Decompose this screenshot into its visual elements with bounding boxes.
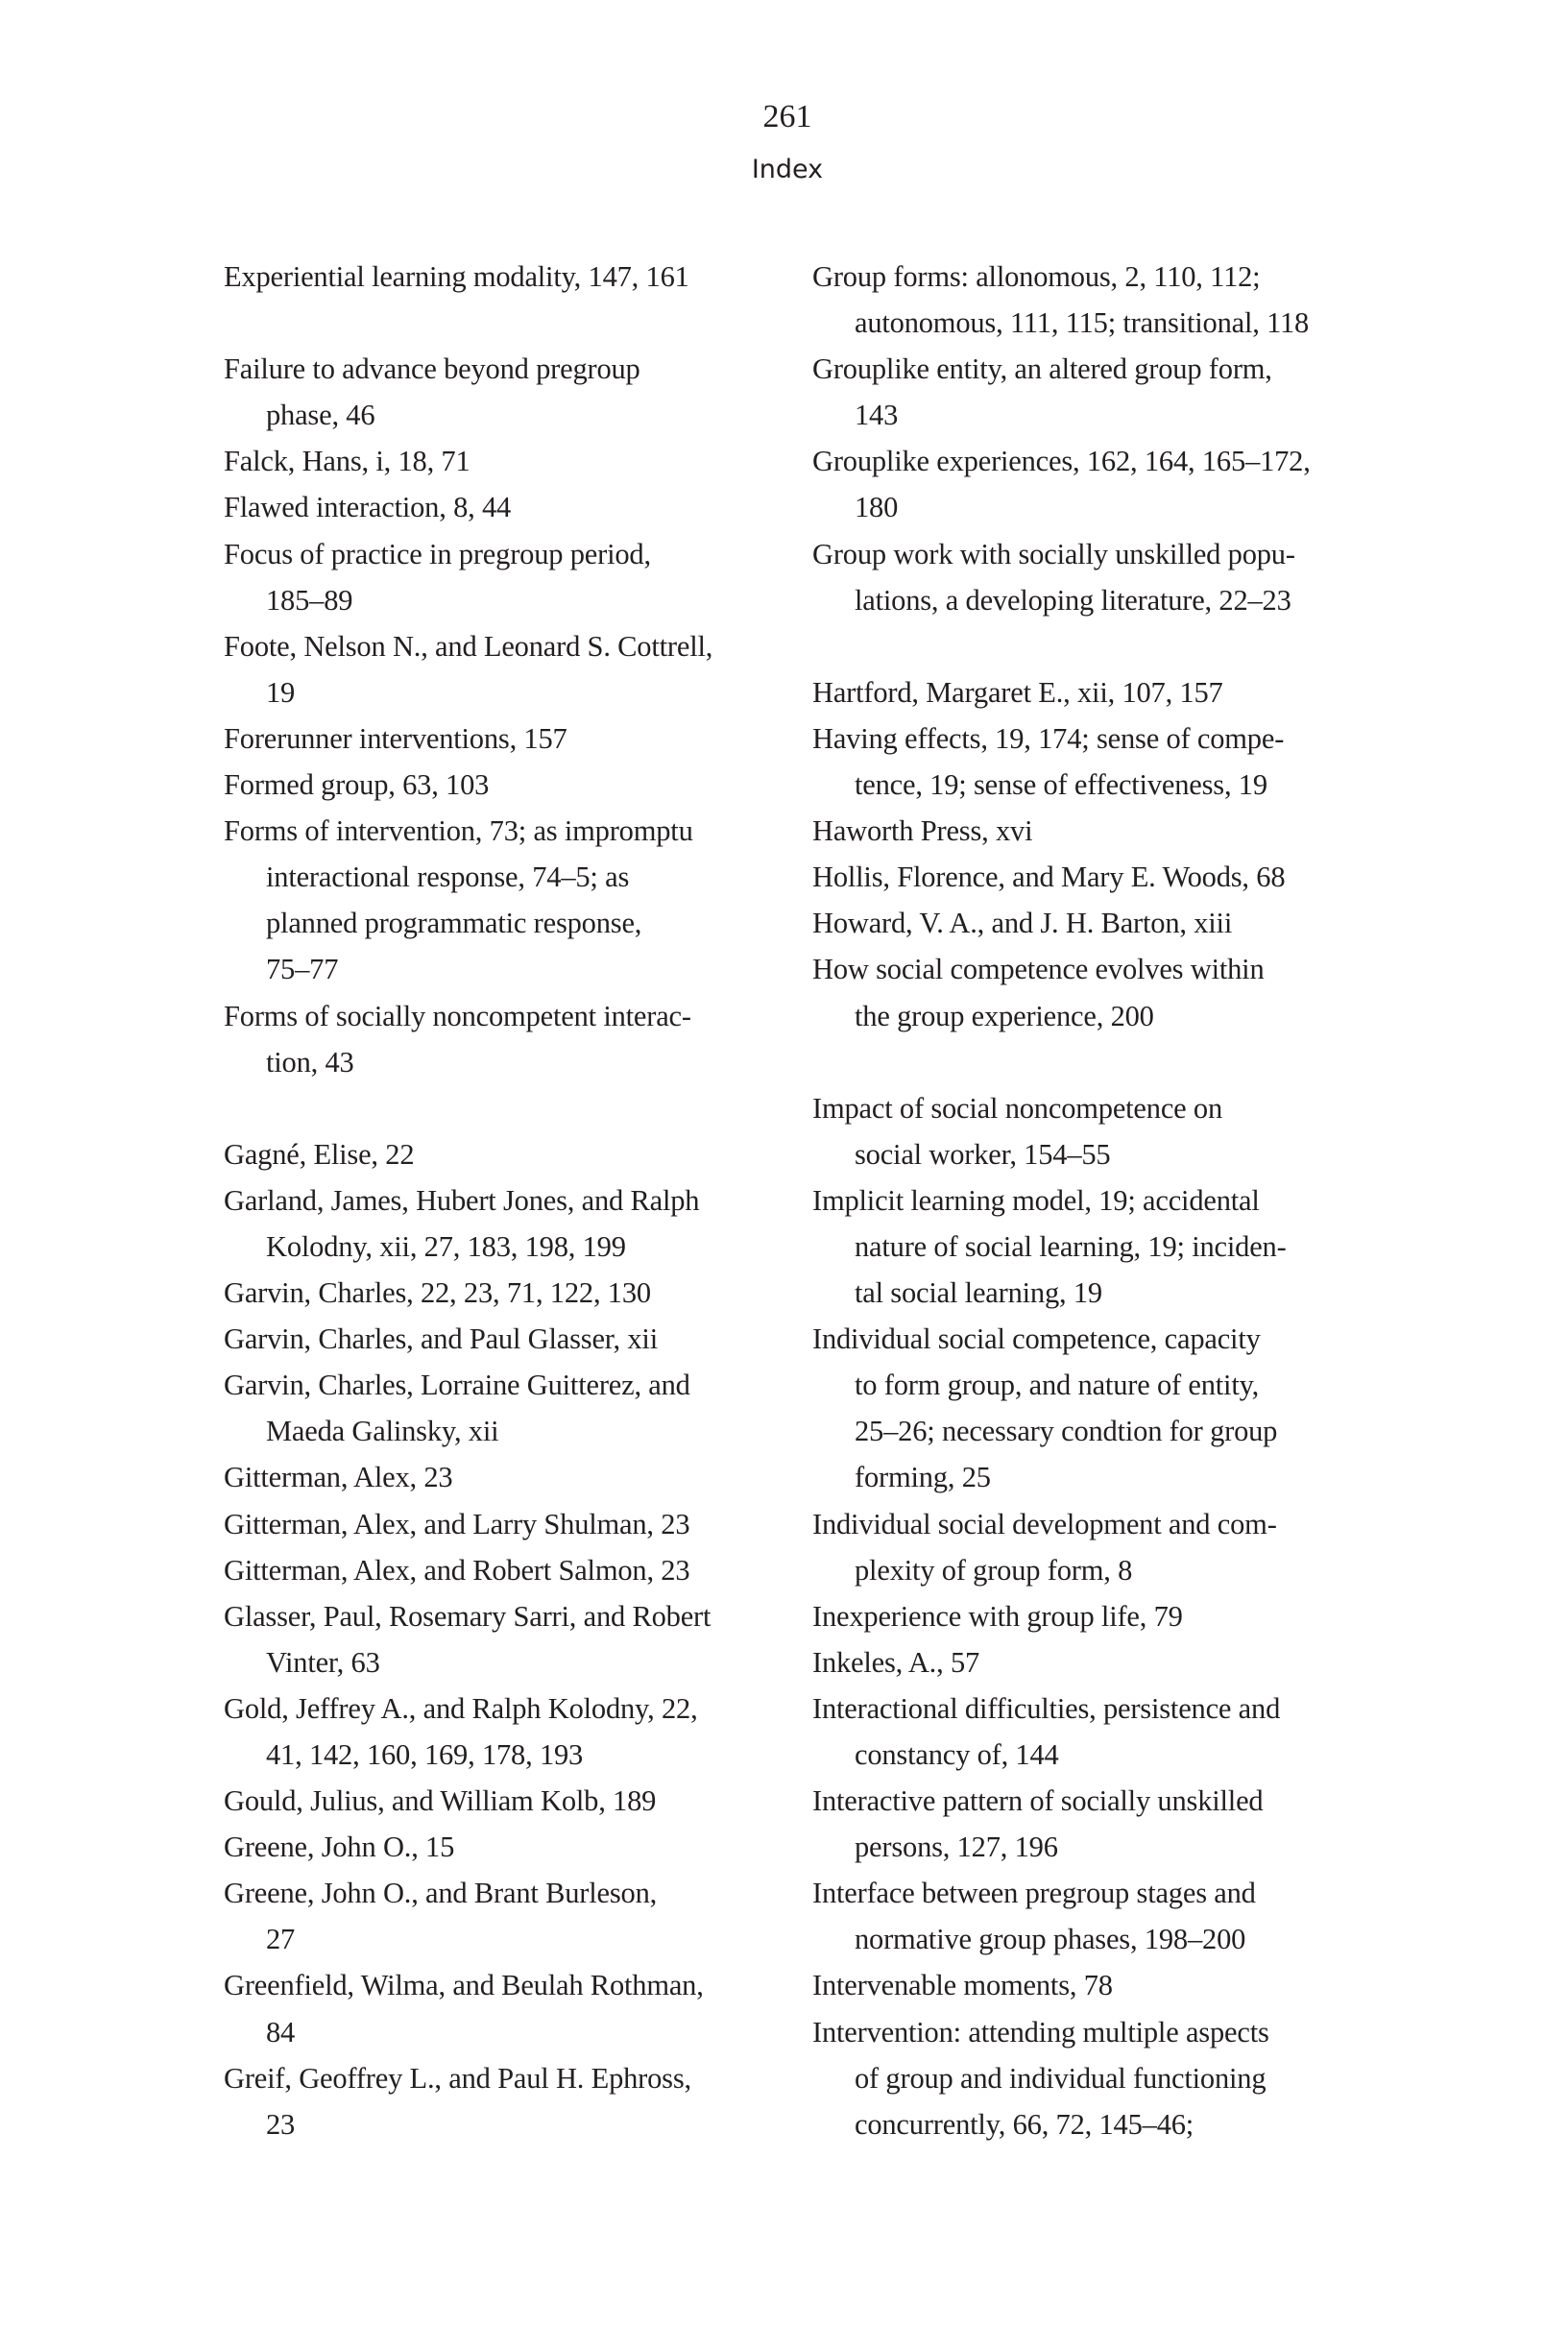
index-entry-continuation: 185–89 xyxy=(266,583,353,617)
index-entry: Group forms: allonomous, 2, 110, 112; xyxy=(812,260,1261,293)
index-entry: Group work with socially unskilled popu- xyxy=(812,537,1295,570)
index-entry-continuation: phase, 46 xyxy=(266,399,375,432)
index-entry-continuation: interactional response, 74–5; as xyxy=(266,861,630,894)
section-gap xyxy=(224,302,761,348)
index-entry: Forms of intervention, 73; as impromptu xyxy=(224,814,693,848)
index-entry: Inexperience with group life, 79 xyxy=(812,1599,1183,1633)
index-entry: Foote, Nelson N., and Leonard S. Cottrell, xyxy=(224,629,713,663)
index-entry: Greif, Geoffrey L., and Paul H. Ephross, xyxy=(224,2061,691,2095)
index-entry: Flawed interaction, 8, 44 xyxy=(224,491,512,524)
index-entry: Hollis, Florence, and Mary E. Woods, 68 xyxy=(812,861,1286,894)
index-entry: Individual social development and com- xyxy=(812,1507,1277,1540)
index-entry: Gold, Jeffrey A., and Ralph Kolodny, 22, xyxy=(224,1691,698,1725)
index-entry-continuation: 27 xyxy=(266,1923,296,1956)
index-entry-continuation: nature of social learning, 19; inciden- xyxy=(855,1229,1287,1263)
index-entry-continuation: 23 xyxy=(266,2107,296,2141)
section-gap xyxy=(812,625,1350,671)
index-entry-continuation: persons, 127, 196 xyxy=(855,1831,1058,1864)
section-gap xyxy=(812,1041,1350,1087)
index-entry: Garvin, Charles, Lorraine Guitterez, and xyxy=(224,1369,690,1402)
index-entry: Gitterman, Alex, and Robert Salmon, 23 xyxy=(224,1553,690,1587)
index-entry: Greene, John O., 15 xyxy=(224,1831,455,1864)
index-entry-continuation: 75–77 xyxy=(266,953,339,986)
index-entry: Forerunner interventions, 157 xyxy=(224,721,567,755)
index-entry: Interactive pattern of socially unskilled xyxy=(812,1784,1264,1818)
page-number: 261 xyxy=(762,99,812,134)
index-entry-continuation: the group experience, 200 xyxy=(855,999,1154,1032)
index-entry: Greenfield, Wilma, and Beulah Rothman, xyxy=(224,1969,704,2002)
index-entry: Garvin, Charles, and Paul Glasser, xii xyxy=(224,1322,658,1356)
index-column-left xyxy=(224,255,761,2149)
index-entry: Greene, John O., and Brant Burleson, xyxy=(224,1877,658,1910)
index-entry-continuation: 84 xyxy=(266,2015,296,2049)
index-entry-continuation: autonomous, 111, 115; transitional, 118 xyxy=(855,306,1310,340)
index-entry-continuation: planned programmatic response, xyxy=(266,907,642,940)
index-entry-continuation: tion, 43 xyxy=(266,1045,354,1079)
index-entry: Intervention: attending multiple aspects xyxy=(812,2015,1269,2049)
index-entry-continuation: to form group, and nature of entity, xyxy=(855,1369,1260,1402)
index-column-right xyxy=(812,255,1350,2149)
index-entry: Gitterman, Alex, and Larry Shulman, 23 xyxy=(224,1507,690,1540)
running-head: Index xyxy=(751,155,824,184)
index-entry: Gould, Julius, and William Kolb, 189 xyxy=(224,1784,657,1818)
index-entry-continuation: plexity of group form, 8 xyxy=(855,1553,1133,1587)
index-entry: Impact of social noncompetence on xyxy=(812,1091,1223,1125)
index-entry: Forms of socially noncompetent interac- xyxy=(224,999,691,1032)
index-entry: Intervenable moments, 78 xyxy=(812,1969,1113,2002)
index-entry-continuation: Vinter, 63 xyxy=(266,1645,380,1679)
index-entry: Garvin, Charles, 22, 23, 71, 122, 130 xyxy=(224,1276,651,1310)
index-entry: Interface between pregroup stages and xyxy=(812,1877,1256,1910)
index-entry: Falck, Hans, i, 18, 71 xyxy=(224,445,470,478)
index-entry: Glasser, Paul, Rosemary Sarri, and Robert xyxy=(224,1599,712,1633)
index-entry-continuation: Maeda Galinsky, xii xyxy=(266,1415,499,1448)
index-entry-continuation: constancy of, 144 xyxy=(855,1738,1059,1771)
index-entry-continuation: 143 xyxy=(855,399,899,432)
index-entry-continuation: Kolodny, xii, 27, 183, 198, 199 xyxy=(266,1229,626,1263)
index-entry: Inkeles, A., 57 xyxy=(812,1645,980,1679)
index-entry-continuation: tence, 19; sense of effectiveness, 19 xyxy=(855,768,1267,802)
index-entry-continuation: 19 xyxy=(266,675,296,709)
index-entry: Individual social competence, capacity xyxy=(812,1322,1261,1356)
index-entry-continuation: 25–26; necessary condtion for group xyxy=(855,1415,1278,1448)
index-entry: Focus of practice in pregroup period, xyxy=(224,537,651,570)
index-entry: Gitterman, Alex, 23 xyxy=(224,1461,453,1494)
index-entry-continuation: of group and individual functioning xyxy=(855,2061,1266,2095)
index-entry: Experiential learning modality, 147, 161 xyxy=(224,260,689,293)
index-entry: Hartford, Margaret E., xii, 107, 157 xyxy=(812,675,1223,709)
index-entry: Formed group, 63, 103 xyxy=(224,768,490,802)
index-entry: Implicit learning model, 19; accidental xyxy=(812,1183,1260,1217)
index-entry: Failure to advance beyond pregroup xyxy=(224,352,640,386)
index-entry: Howard, V. A., and J. H. Barton, xiii xyxy=(812,907,1233,940)
index-entry-continuation: forming, 25 xyxy=(855,1461,991,1494)
index-entry-continuation: social worker, 154–55 xyxy=(855,1137,1111,1171)
index-entry-continuation: tal social learning, 19 xyxy=(855,1276,1102,1310)
index-entry: Gagné, Elise, 22 xyxy=(224,1137,415,1171)
index-entry: Haworth Press, xvi xyxy=(812,814,1033,848)
index-entry: Grouplike entity, an altered group form, xyxy=(812,352,1272,386)
index-entry-continuation: 180 xyxy=(855,491,899,524)
index-entry-continuation: normative group phases, 198–200 xyxy=(855,1923,1246,1956)
index-entry-continuation: lations, a developing literature, 22–23 xyxy=(855,583,1291,617)
section-gap xyxy=(224,1087,761,1133)
index-entry: Garland, James, Hubert Jones, and Ralph xyxy=(224,1183,700,1217)
index-entry-continuation: 41, 142, 160, 169, 178, 193 xyxy=(266,1738,584,1771)
index-entry: Grouplike experiences, 162, 164, 165–172, xyxy=(812,445,1311,478)
index-entry: How social competence evolves within xyxy=(812,953,1265,986)
index-entry-continuation: concurrently, 66, 72, 145–46; xyxy=(855,2107,1194,2141)
index-entry: Interactional difficulties, persistence and xyxy=(812,1691,1281,1725)
index-entry: Having effects, 19, 174; sense of compe- xyxy=(812,721,1285,755)
